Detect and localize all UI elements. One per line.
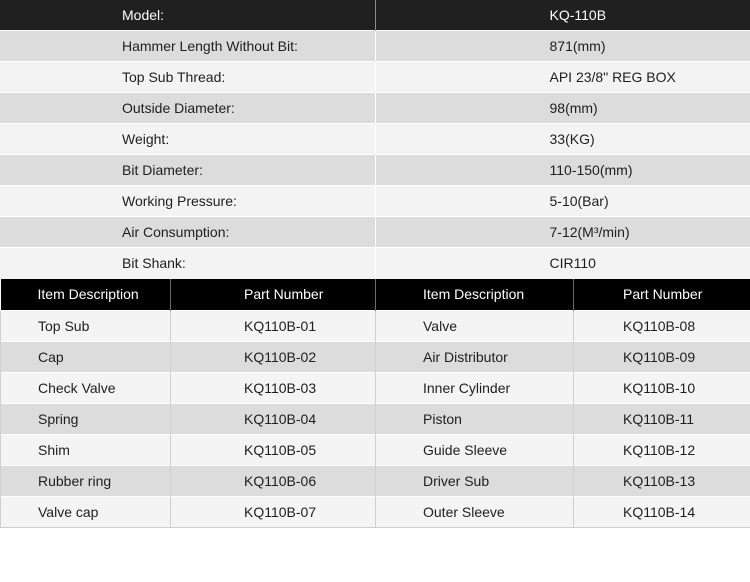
part-number: KQ110B-06 <box>171 465 376 496</box>
item-description: Top Sub <box>1 310 171 341</box>
spec-row <box>0 93 750 124</box>
spec-label: Hammer Length Without Bit: <box>0 31 375 62</box>
spec-label: Air Consumption: <box>0 217 375 248</box>
item-description: Check Valve <box>1 372 171 403</box>
spec-row <box>0 155 750 186</box>
spec-value: CIR110 <box>375 248 750 279</box>
item-description: Driver Sub <box>376 465 574 496</box>
column-header-item-description: Item Description <box>1 279 171 311</box>
parts-table <box>0 279 750 528</box>
spec-row <box>0 62 750 93</box>
parts-header-row <box>1 279 750 311</box>
table-row <box>1 372 750 403</box>
spec-label: Weight: <box>0 124 375 155</box>
column-header-part-number: Part Number <box>171 279 376 311</box>
spec-value: 7-12(M³/min) <box>375 217 750 248</box>
spec-header-row <box>0 0 750 31</box>
part-number: KQ110B-09 <box>574 341 750 372</box>
spec-label: Working Pressure: <box>0 186 375 217</box>
item-description: Cap <box>1 341 171 372</box>
part-number: KQ110B-02 <box>171 341 376 372</box>
table-row <box>1 341 750 372</box>
part-number: KQ110B-12 <box>574 434 750 465</box>
column-header-item-description: Item Description <box>376 279 574 311</box>
part-number: KQ110B-08 <box>574 310 750 341</box>
item-description: Piston <box>376 403 574 434</box>
spec-value: 110-150(mm) <box>375 155 750 186</box>
table-row <box>1 434 750 465</box>
specification-table <box>0 0 750 279</box>
item-description: Shim <box>1 434 171 465</box>
item-description: Spring <box>1 403 171 434</box>
table-row <box>1 310 750 341</box>
part-number: KQ110B-14 <box>574 496 750 527</box>
spec-value: 871(mm) <box>375 31 750 62</box>
spec-label: Bit Shank: <box>0 248 375 279</box>
item-description: Valve <box>376 310 574 341</box>
spec-label: Outside Diameter: <box>0 93 375 124</box>
column-header-part-number: Part Number <box>574 279 750 311</box>
part-number: KQ110B-05 <box>171 434 376 465</box>
spec-row <box>0 124 750 155</box>
item-description: Guide Sleeve <box>376 434 574 465</box>
part-number: KQ110B-01 <box>171 310 376 341</box>
item-description: Outer Sleeve <box>376 496 574 527</box>
spec-label: Bit Diameter: <box>0 155 375 186</box>
item-description: Valve cap <box>1 496 171 527</box>
spec-value: 33(KG) <box>375 124 750 155</box>
part-number: KQ110B-10 <box>574 372 750 403</box>
spec-row <box>0 248 750 279</box>
part-number: KQ110B-07 <box>171 496 376 527</box>
item-description: Rubber ring <box>1 465 171 496</box>
item-description: Inner Cylinder <box>376 372 574 403</box>
spec-model-value: KQ-110B <box>375 0 750 31</box>
spec-value: 5-10(Bar) <box>375 186 750 217</box>
spec-value: API 23/8" REG BOX <box>375 62 750 93</box>
spec-row <box>0 31 750 62</box>
spec-value: 98(mm) <box>375 93 750 124</box>
spec-row <box>0 186 750 217</box>
part-number: KQ110B-04 <box>171 403 376 434</box>
table-row <box>1 496 750 527</box>
table-row <box>1 465 750 496</box>
spec-label: Top Sub Thread: <box>0 62 375 93</box>
part-number: KQ110B-13 <box>574 465 750 496</box>
spec-model-label: Model: <box>0 0 375 31</box>
table-row <box>1 403 750 434</box>
spec-row <box>0 217 750 248</box>
item-description: Air Distributor <box>376 341 574 372</box>
part-number: KQ110B-11 <box>574 403 750 434</box>
part-number: KQ110B-03 <box>171 372 376 403</box>
